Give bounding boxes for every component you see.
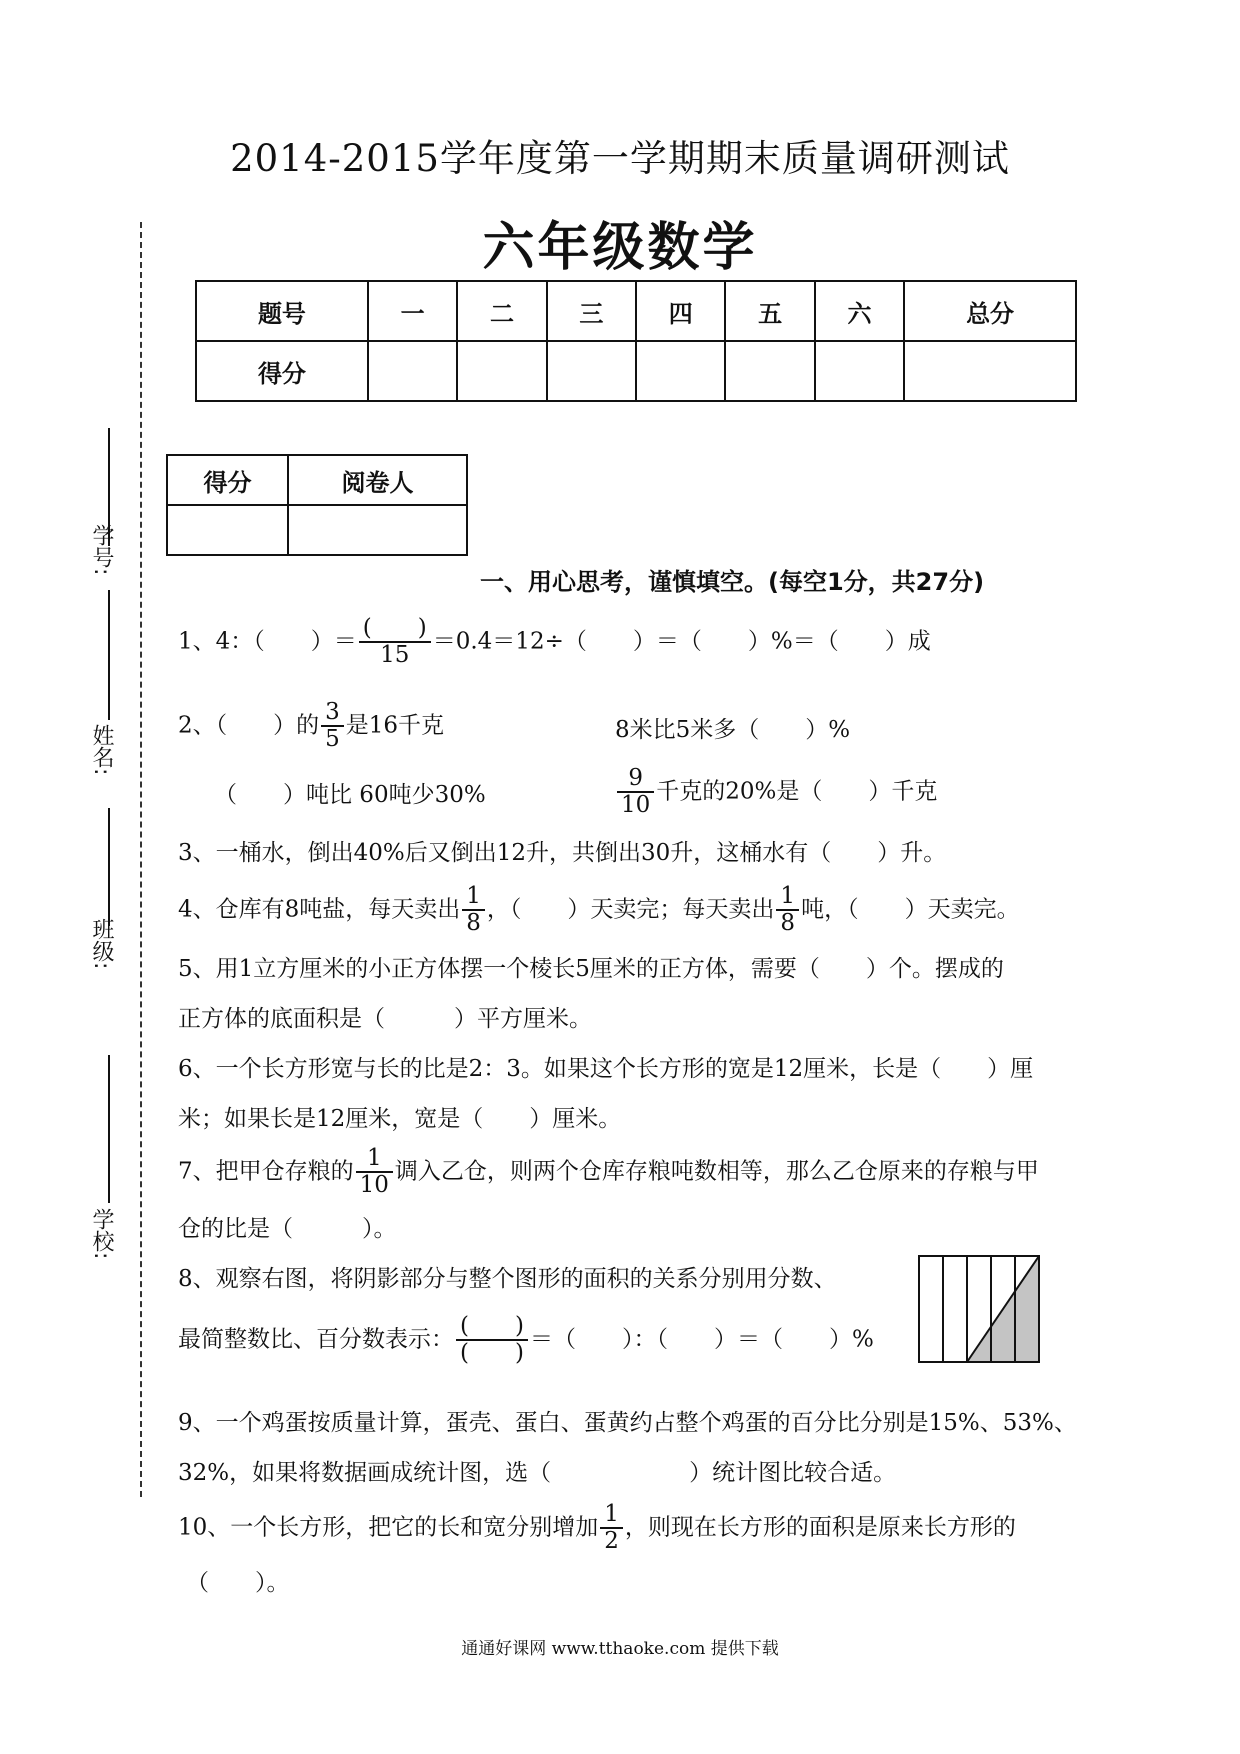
q4-f2-den: 8	[780, 910, 796, 937]
q8-suffix: ＝（ ）：（ ）＝（ ）%	[529, 1326, 874, 1353]
grader-table-header-grader: 阅卷人	[288, 455, 467, 505]
score-row-label: 得分	[196, 341, 368, 401]
question-1	[178, 616, 931, 669]
grader-table	[166, 454, 468, 556]
name-label: 姓名:	[89, 724, 114, 776]
score-table-header-cell: 一	[368, 281, 457, 341]
score-table-header-cell: 总分	[904, 281, 1076, 341]
q4-fraction-1	[462, 884, 485, 937]
q4-part2: ，（ ）天卖完；每天卖出	[486, 896, 775, 923]
binding-dashed-line	[140, 222, 142, 1497]
score-table-header-cell: 五	[725, 281, 814, 341]
q2d-frac-den: 10	[621, 792, 651, 819]
q2a-fraction	[321, 700, 344, 753]
class-blank	[108, 808, 110, 926]
q4-fraction-2	[776, 884, 799, 937]
section-1-title: 一、用心思考，谨慎填空。(每空1分，共27分)	[480, 568, 985, 596]
q4-f2-num: 1	[776, 884, 799, 911]
question-7-line-2: 仓的比是（ ）。	[178, 1216, 397, 1242]
q1-suffix: ＝0.4＝12÷（ ）＝（ ）%＝（ ）成	[432, 628, 931, 655]
score-table-header-row	[196, 281, 1076, 341]
question-2a	[178, 700, 444, 753]
q4-f1-den: 8	[466, 910, 481, 937]
q10-frac-den: 2	[604, 1528, 619, 1555]
question-3: 3、一桶水，倒出40%后又倒出12升，共倒出30升，这桶水有（ ）升。	[178, 840, 947, 866]
q1-fraction	[359, 616, 431, 669]
q2a-suffix: 是16千克	[345, 712, 445, 739]
q10-prefix: 10、一个长方形，把它的长和宽分别增加	[178, 1514, 599, 1541]
student-no-label: 学号:	[89, 524, 114, 576]
score-cell[interactable]	[725, 341, 814, 401]
question-2b: 8米比5米多（ ）%	[615, 717, 851, 743]
school-label: 学校:	[89, 1208, 114, 1260]
exam-title: 2014-2015学年度第一学期期末质量调研测试	[230, 137, 1010, 180]
score-cell[interactable]	[457, 341, 546, 401]
q7-frac-num: 1	[356, 1146, 393, 1173]
footer-source: 通通好课网 www.tthaoke.com 提供下载	[461, 1639, 779, 1659]
name-blank	[108, 590, 110, 720]
q7-suffix: 调入乙仓，则两个仓库存粮吨数相等，那么乙仓原来的存粮与甲	[394, 1158, 1039, 1185]
shaded-rectangle-figure	[917, 1254, 1041, 1364]
score-table-header-cell: 六	[815, 281, 904, 341]
q10-frac-num: 1	[600, 1502, 623, 1529]
q4-f1-num: 1	[462, 884, 485, 911]
question-4	[178, 884, 1020, 937]
question-7	[178, 1146, 1039, 1199]
score-cell[interactable]	[636, 341, 725, 401]
q2d-frac-num: 9	[617, 766, 654, 793]
question-10	[178, 1502, 1016, 1555]
q2a-prefix: 2、（ ）的	[178, 712, 320, 739]
score-cell[interactable]	[368, 341, 457, 401]
q7-prefix: 7、把甲仓存粮的	[178, 1158, 354, 1185]
question-5-line-1: 5、用1立方厘米的小正方体摆一个棱长5厘米的正方体，需要（ ）个。摆成的	[178, 956, 1004, 982]
score-table-header-cell: 题号	[196, 281, 368, 341]
q8-frac-num: ( )	[456, 1314, 528, 1341]
grader-table-header-score: 得分	[167, 455, 288, 505]
q2d-suffix: 千克的20%是（ ）千克	[656, 778, 938, 805]
q1-prefix: 1、4：（ ）＝	[178, 628, 357, 655]
grader-name-cell[interactable]	[288, 505, 467, 555]
q10-suffix: ，则现在长方形的面积是原来长方形的	[624, 1514, 1016, 1541]
question-8-line-2	[178, 1314, 874, 1367]
q8-prefix: 最简整数比、百分数表示：	[178, 1326, 454, 1353]
q4-part1: 4、仓库有8吨盐，每天卖出	[178, 896, 461, 923]
grader-score-cell[interactable]	[167, 505, 288, 555]
score-table-header-cell: 三	[547, 281, 636, 341]
question-6-line-2: 米；如果长是12厘米，宽是（ ）厘米。	[178, 1106, 622, 1132]
question-6-line-1: 6、一个长方形宽与长的比是2：3。如果这个长方形的宽是12厘米，长是（ ）厘	[178, 1056, 1034, 1082]
question-8-line-1: 8、观察右图，将阴影部分与整个图形的面积的关系分别用分数、	[178, 1266, 837, 1292]
q1-frac-den: 15	[380, 642, 410, 669]
score-table	[195, 280, 1077, 402]
q2d-fraction	[617, 766, 654, 819]
q2a-frac-den: 5	[325, 726, 340, 753]
q1-frac-num: ( )	[359, 616, 431, 643]
q7-frac-den: 10	[359, 1172, 389, 1199]
score-cell[interactable]	[904, 341, 1076, 401]
score-cell[interactable]	[815, 341, 904, 401]
school-blank	[108, 1055, 110, 1203]
q7-fraction	[356, 1146, 393, 1199]
question-9-line-2: 32%，如果将数据画成统计图，选（ ）统计图比较合适。	[178, 1460, 897, 1486]
score-table-score-row	[196, 341, 1076, 401]
class-label: 班级:	[89, 918, 114, 970]
question-5-line-2: 正方体的底面积是（ ）平方厘米。	[178, 1006, 592, 1032]
question-2d	[615, 766, 937, 819]
q8-fraction	[456, 1314, 528, 1367]
question-2c: （ ）吨比 60吨少30%	[214, 782, 486, 808]
score-table-header-cell: 四	[636, 281, 725, 341]
q8-frac-den: ( )	[460, 1340, 524, 1367]
question-10-line-2: （ ）。	[186, 1570, 290, 1596]
q10-fraction	[600, 1502, 623, 1555]
score-cell[interactable]	[547, 341, 636, 401]
subject-title: 六年级数学	[482, 218, 758, 278]
question-9-line-1: 9、一个鸡蛋按质量计算，蛋壳、蛋白、蛋黄约占整个鸡蛋的百分比分别是15%、53%、	[178, 1410, 1077, 1436]
score-table-header-cell: 二	[457, 281, 546, 341]
q2a-frac-num: 3	[321, 700, 344, 727]
q4-part3: 吨，（ ）天卖完。	[801, 896, 1020, 923]
